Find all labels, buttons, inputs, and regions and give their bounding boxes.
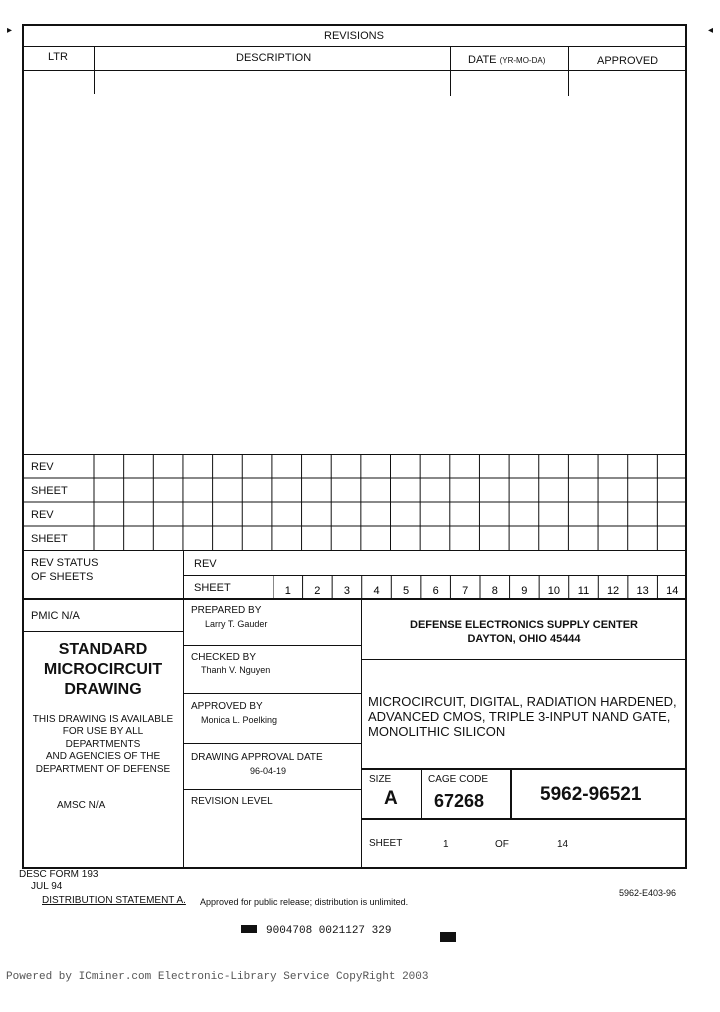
id-top-line — [361, 768, 687, 770]
frame-top — [22, 24, 687, 26]
amsc-label: AMSC N/A — [57, 800, 106, 811]
sheet-label: SHEET — [369, 838, 403, 849]
sheet-number-6: 6 — [432, 585, 439, 597]
sign-line2 — [183, 693, 361, 694]
title-line1: MICROCIRCUIT, DIGITAL, RADIATION HARDENED, — [368, 694, 677, 709]
frame-right — [685, 24, 687, 869]
frame-bottom — [22, 867, 687, 869]
barcode-block-left — [241, 925, 257, 933]
prepared-name: Larry T. Gauder — [205, 619, 268, 629]
revgrid-label-0: REV — [31, 461, 54, 473]
col-approved: APPROVED — [597, 55, 659, 67]
col-date-format: (YR-MO-DA) — [499, 56, 546, 65]
rev-col-sep1 — [94, 46, 95, 94]
col-ltr: LTR — [48, 51, 68, 63]
agency-line2: DAYTON, OHIO 45444 — [467, 633, 581, 645]
sheet-number-1: 1 — [284, 585, 291, 597]
margin-mark-left: ▸ — [7, 25, 13, 36]
sheet-number-9: 9 — [521, 585, 528, 597]
prepared-label: PREPARED BY — [191, 605, 262, 616]
approved-name: Monica L. Poelking — [201, 715, 278, 725]
drawing-number: 5962-96521 — [540, 784, 642, 805]
sheet-number-10: 10 — [547, 585, 561, 597]
col-date-label: DATE — [468, 54, 497, 66]
distribution-label: DISTRIBUTION STATEMENT A. — [42, 895, 186, 906]
sheet-number-12: 12 — [606, 585, 620, 597]
agency-line — [361, 659, 687, 660]
sheet-number-5: 5 — [403, 585, 410, 597]
sheet-number-7: 7 — [462, 585, 469, 597]
rev-status-label1: REV STATUS — [31, 557, 99, 569]
revgrid-label-1: SHEET — [31, 485, 68, 497]
sheet-number-3: 3 — [343, 585, 350, 597]
approved-label: APPROVED BY — [191, 701, 263, 712]
col-date — [468, 55, 545, 66]
id-sep2 — [510, 768, 512, 819]
sign-line4 — [183, 789, 361, 790]
revstatus-sep — [183, 550, 184, 598]
sheet-number-13: 13 — [636, 585, 649, 597]
pmic-line — [22, 631, 184, 632]
revisions-title: REVISIONS — [324, 30, 384, 42]
size-value: A — [384, 788, 398, 809]
title-line2: ADVANCED CMOS, TRIPLE 3-INPUT NAND GATE, — [368, 709, 671, 724]
of-label: OF — [495, 839, 509, 850]
powered-by: Powered by ICminer.com Electronic-Library Service CopyRight 2003 — [6, 971, 429, 983]
sheet-number-14: 14 — [666, 585, 679, 597]
rev-col-sep3 — [568, 46, 569, 96]
revstatus-top — [22, 550, 687, 551]
sheet-number-8: 8 — [491, 585, 498, 597]
sheet-grid — [273, 575, 687, 599]
agency-line1: DEFENSE ELECTRONICS SUPPLY CENTER — [410, 619, 638, 631]
cage-value: 67268 — [434, 791, 485, 811]
rev-header-line2 — [22, 70, 687, 71]
pmic-label: PMIC N/A — [31, 610, 80, 622]
avail-line5: DEPARTMENT OF DEFENSE — [35, 764, 171, 775]
rev-grid — [22, 454, 687, 551]
rev-col-sep2 — [450, 46, 451, 96]
doc-code: 5962-E403-96 — [619, 888, 677, 898]
margin-mark-right: ◂ — [708, 25, 714, 36]
sheet-number-4: 4 — [373, 585, 380, 597]
rev-status-rev: REV — [194, 558, 217, 570]
revgrid-label-3: SHEET — [31, 533, 68, 545]
sign-line1 — [183, 645, 361, 646]
approval-date-label: DRAWING APPROVAL DATE — [191, 752, 323, 763]
rev-status-label2: OF SHEETS — [31, 571, 94, 583]
checked-name: Thanh V. Nguyen — [201, 665, 271, 675]
id-bottom-line — [361, 818, 687, 820]
avail-line3: DEPARTMENTS — [65, 739, 141, 750]
id-sep1 — [421, 768, 422, 819]
barcode-text: 9004708 0021127 329 — [266, 925, 392, 937]
rev-status-sheet: SHEET — [194, 582, 231, 594]
standard-line2: MICROCIRCUIT — [43, 661, 163, 678]
of-value: 14 — [557, 839, 569, 850]
sheet-number-11: 11 — [577, 585, 590, 597]
approval-date: 96-04-19 — [250, 766, 287, 776]
avail-line4: AND AGENCIES OF THE — [45, 751, 161, 762]
revision-level-label: REVISION LEVEL — [191, 796, 273, 807]
rev-header-line1 — [22, 46, 687, 47]
left-col-sep — [183, 598, 184, 868]
title-line3: MONOLITHIC SILICON — [368, 724, 506, 739]
sheet-number-2: 2 — [314, 585, 321, 597]
sign-line3 — [183, 743, 361, 744]
barcode-block-right — [440, 932, 456, 942]
form-line2: JUL 94 — [31, 881, 63, 892]
standard-line1: STANDARD — [58, 641, 148, 658]
checked-label: CHECKED BY — [191, 652, 257, 663]
form-line1: DESC FORM 193 — [19, 869, 99, 880]
avail-line2: FOR USE BY ALL — [62, 726, 144, 737]
col-description: DESCRIPTION — [236, 52, 312, 64]
sheet-value: 1 — [443, 839, 449, 850]
distribution-text: Approved for public release; distribution is unlimited. — [200, 897, 409, 907]
avail-line1: THIS DRAWING IS AVAILABLE — [32, 714, 174, 725]
size-label: SIZE — [369, 774, 392, 785]
cage-label: CAGE CODE — [428, 774, 489, 785]
revgrid-label-2: REV — [31, 509, 54, 521]
standard-line3: DRAWING — [64, 681, 142, 698]
